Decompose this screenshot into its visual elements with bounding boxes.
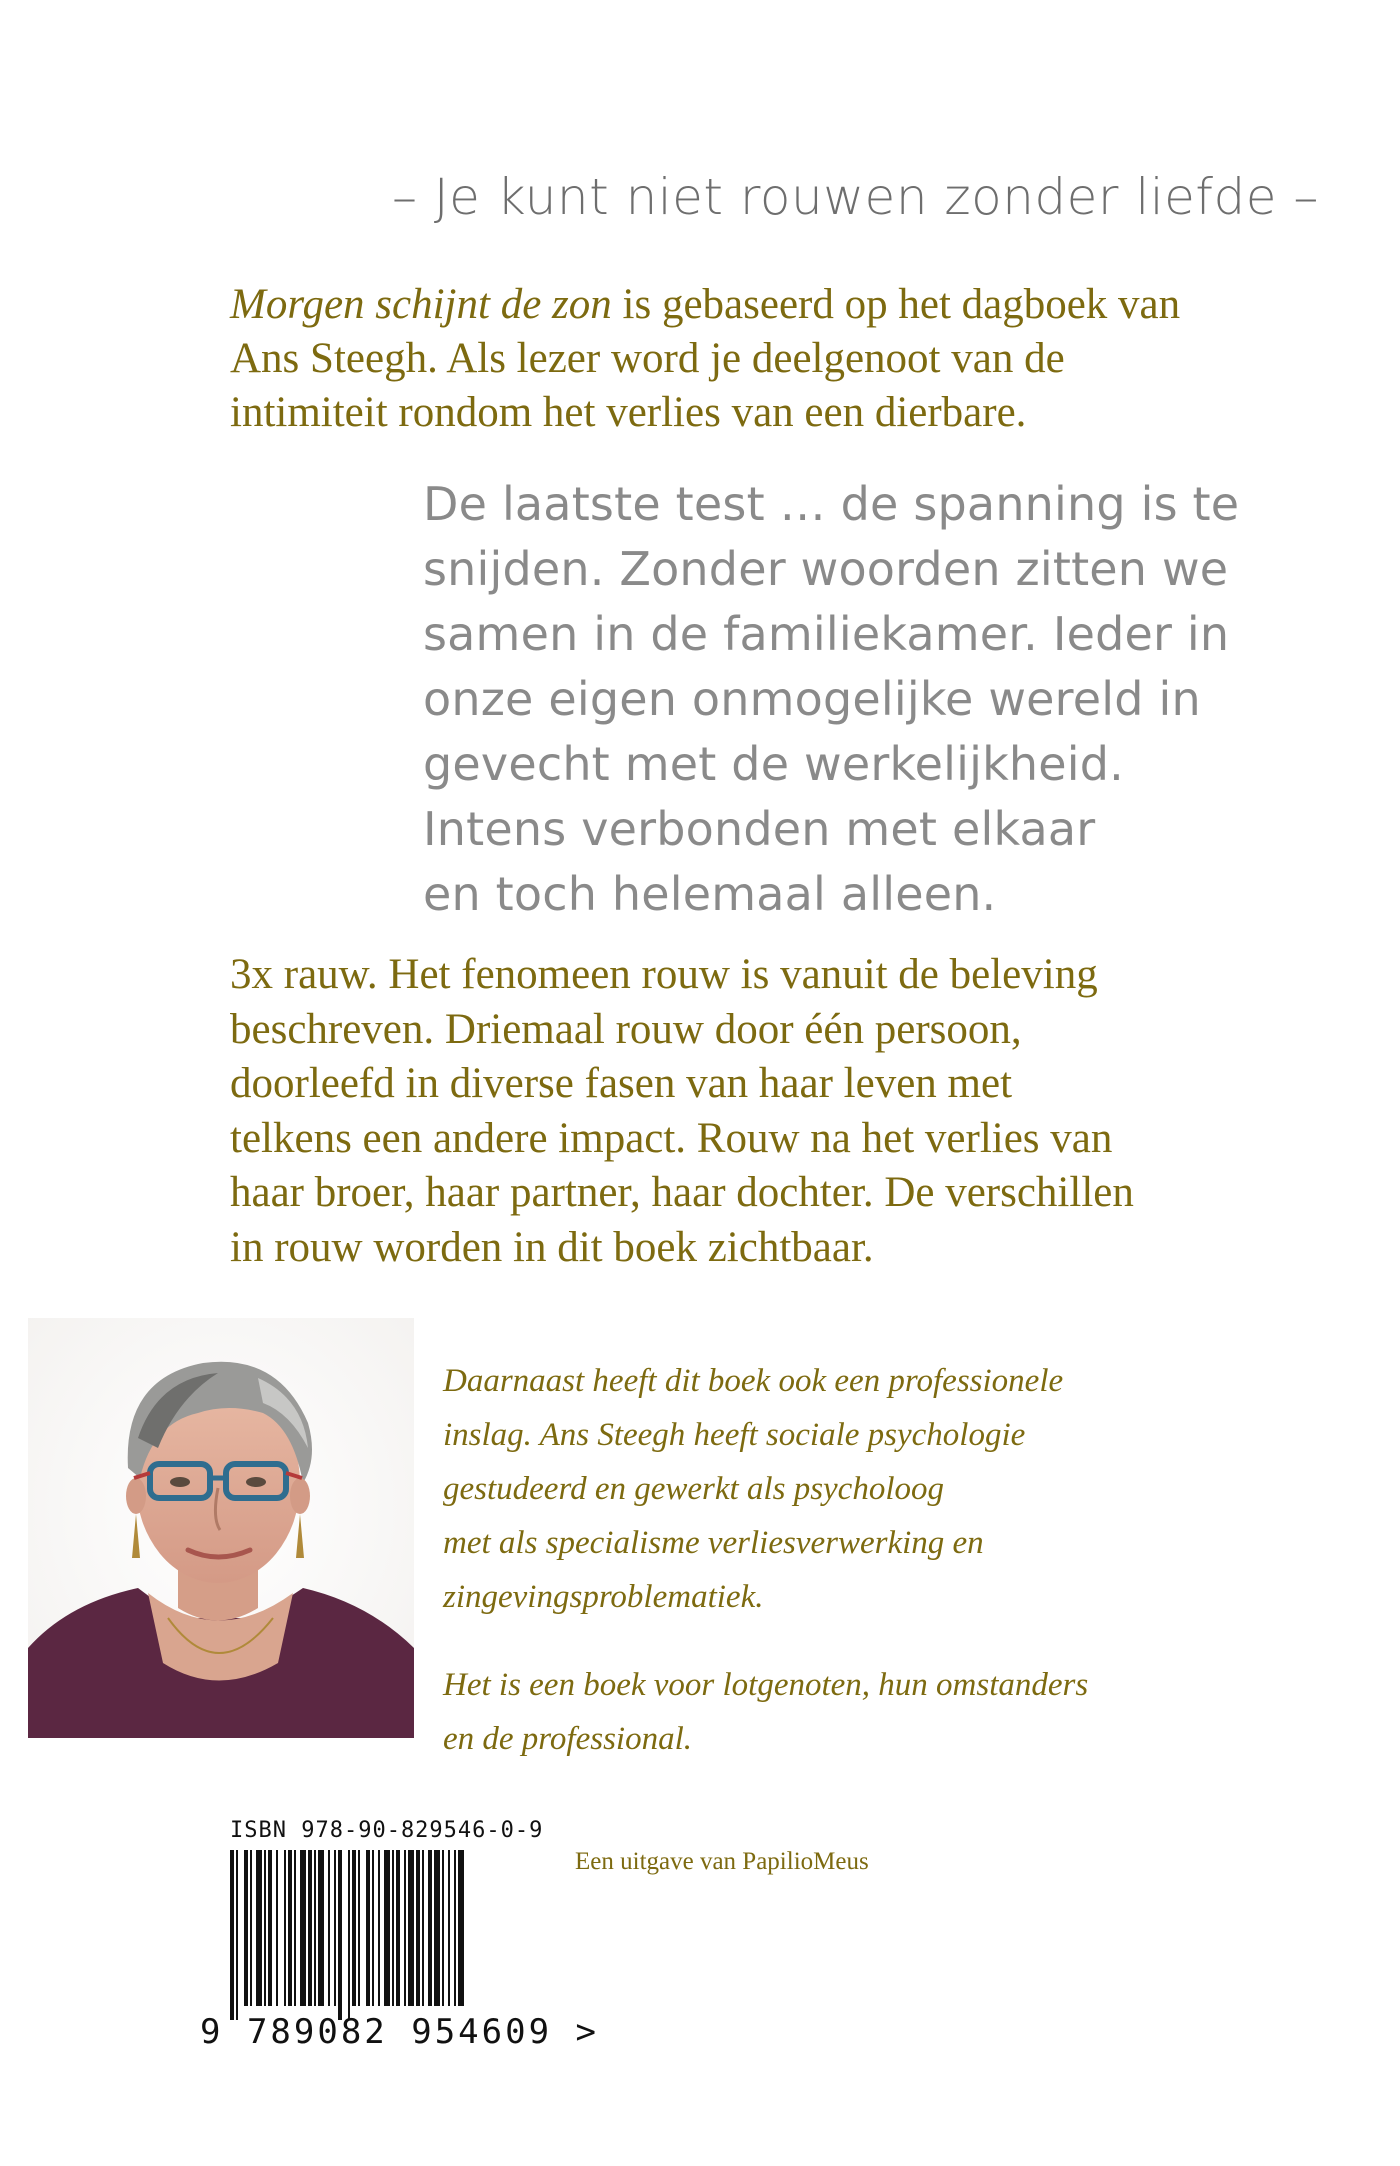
barcode-bar bbox=[230, 1850, 234, 2020]
barcode-bar bbox=[314, 1850, 316, 2006]
body-line: in rouw worden in dit boek zichtbaar. bbox=[230, 1223, 874, 1271]
bio-line: zingevingsproblematiek. bbox=[443, 1579, 764, 1615]
barcode-bar bbox=[294, 1850, 296, 2006]
intro-text: is gebaseerd op het dagboek van Ans Steegh. Als lezer word je deelgenoot van de intimiteit rondom het verlies van een dierbare. bbox=[230, 281, 1181, 436]
barcode-bar bbox=[396, 1850, 400, 2006]
barcode-bar bbox=[448, 1850, 450, 2006]
bio-line: met als specialisme verliesverwerking en bbox=[443, 1525, 984, 1561]
barcode-bar bbox=[308, 1850, 312, 2006]
bio-line: gestudeerd en gewerkt als psycholoog bbox=[443, 1471, 944, 1507]
barcode-bar bbox=[422, 1850, 424, 2006]
barcode-bar bbox=[318, 1850, 324, 2006]
barcode-bar bbox=[338, 1850, 342, 2020]
quote-line: Intens verbonden met elkaar bbox=[423, 802, 1096, 856]
barcode-bar bbox=[276, 1850, 278, 2006]
barcode-bar bbox=[264, 1850, 266, 2006]
publisher-line: Een uitgave van PapilioMeus bbox=[575, 1848, 869, 1875]
barcode-bar bbox=[244, 1850, 248, 2006]
barcode-bar bbox=[408, 1850, 414, 2006]
intro-paragraph bbox=[230, 278, 1210, 440]
barcode-bar bbox=[288, 1850, 292, 2006]
body-line: beschreven. Driemaal rouw door één persoon, bbox=[230, 1005, 1022, 1053]
audience-line: en de professional. bbox=[443, 1721, 692, 1757]
body-line: haar broer, haar partner, haar dochter. De verschillen bbox=[230, 1169, 1134, 1216]
barcode-bar bbox=[250, 1850, 252, 2006]
barcode-bar bbox=[404, 1850, 406, 2006]
barcode-bar bbox=[300, 1850, 306, 2006]
quote-line: gevecht met de werkelijkheid. bbox=[423, 737, 1124, 791]
quote-line: samen in de familiekamer. Ieder in bbox=[423, 607, 1230, 661]
barcode-bar bbox=[416, 1850, 420, 2006]
isbn-barcode bbox=[200, 1818, 599, 2058]
barcode-bar bbox=[236, 1850, 238, 2020]
barcode-bar bbox=[352, 1850, 356, 2006]
barcode-bar bbox=[372, 1850, 374, 2006]
barcode-bar bbox=[428, 1850, 432, 2006]
barcode-bar bbox=[442, 1850, 444, 2006]
author-bio bbox=[443, 1354, 1203, 1766]
quote-line: De laatste test … de spanning is te bbox=[423, 477, 1240, 531]
quote-line: snijden. Zonder woorden zitten we bbox=[423, 542, 1229, 596]
bio-line: Daarnaast heeft dit boek ook een professionele bbox=[443, 1363, 1064, 1399]
barcode-bar bbox=[454, 1850, 456, 2006]
barcode-bar bbox=[328, 1850, 330, 2006]
barcode-bar bbox=[358, 1850, 360, 2006]
author-portrait bbox=[28, 1318, 414, 1738]
barcode-bar bbox=[434, 1850, 440, 2006]
body-line: 3x rauw. Het fenomeen rouw is vanuit de beleving bbox=[230, 951, 1098, 998]
description-paragraph bbox=[230, 948, 1230, 1275]
audience-line: Het is een boek voor lotgenoten, hun omstanders bbox=[443, 1667, 1089, 1703]
isbn-label: ISBN 978-90-829546-0-9 bbox=[230, 1818, 544, 1843]
quote-line: onze eigen onmogelijke wereld in bbox=[423, 672, 1201, 726]
barcode-bar bbox=[334, 1850, 336, 2006]
bio-line: inslag. Ans Steegh heeft sociale psychologie bbox=[443, 1417, 1026, 1453]
tagline: – Je kunt niet rouwen zonder liefde – bbox=[392, 168, 1319, 226]
barcode-bar bbox=[348, 1850, 350, 2020]
barcode-bar bbox=[458, 1850, 464, 2006]
barcode-bar bbox=[284, 1850, 286, 2006]
barcode-bar bbox=[384, 1850, 390, 2006]
barcode-bar bbox=[392, 1850, 394, 2006]
book-title: Morgen schijnt de zon bbox=[230, 281, 612, 328]
body-line: doorleefd in diverse fasen van haar leven met bbox=[230, 1060, 1013, 1107]
quote-line: en toch helemaal alleen. bbox=[423, 867, 997, 921]
barcode-bar bbox=[366, 1850, 370, 2006]
barcode-bar bbox=[268, 1850, 272, 2006]
isbn-digits: 9 789082 954609 > bbox=[200, 2012, 599, 2052]
barcode-bar bbox=[256, 1850, 262, 2006]
barcode-icon bbox=[230, 1850, 540, 2020]
body-line: telkens een andere impact. Rouw na het verlies van bbox=[230, 1114, 1113, 1162]
diary-quote bbox=[423, 472, 1240, 927]
barcode-bar bbox=[378, 1850, 380, 2006]
